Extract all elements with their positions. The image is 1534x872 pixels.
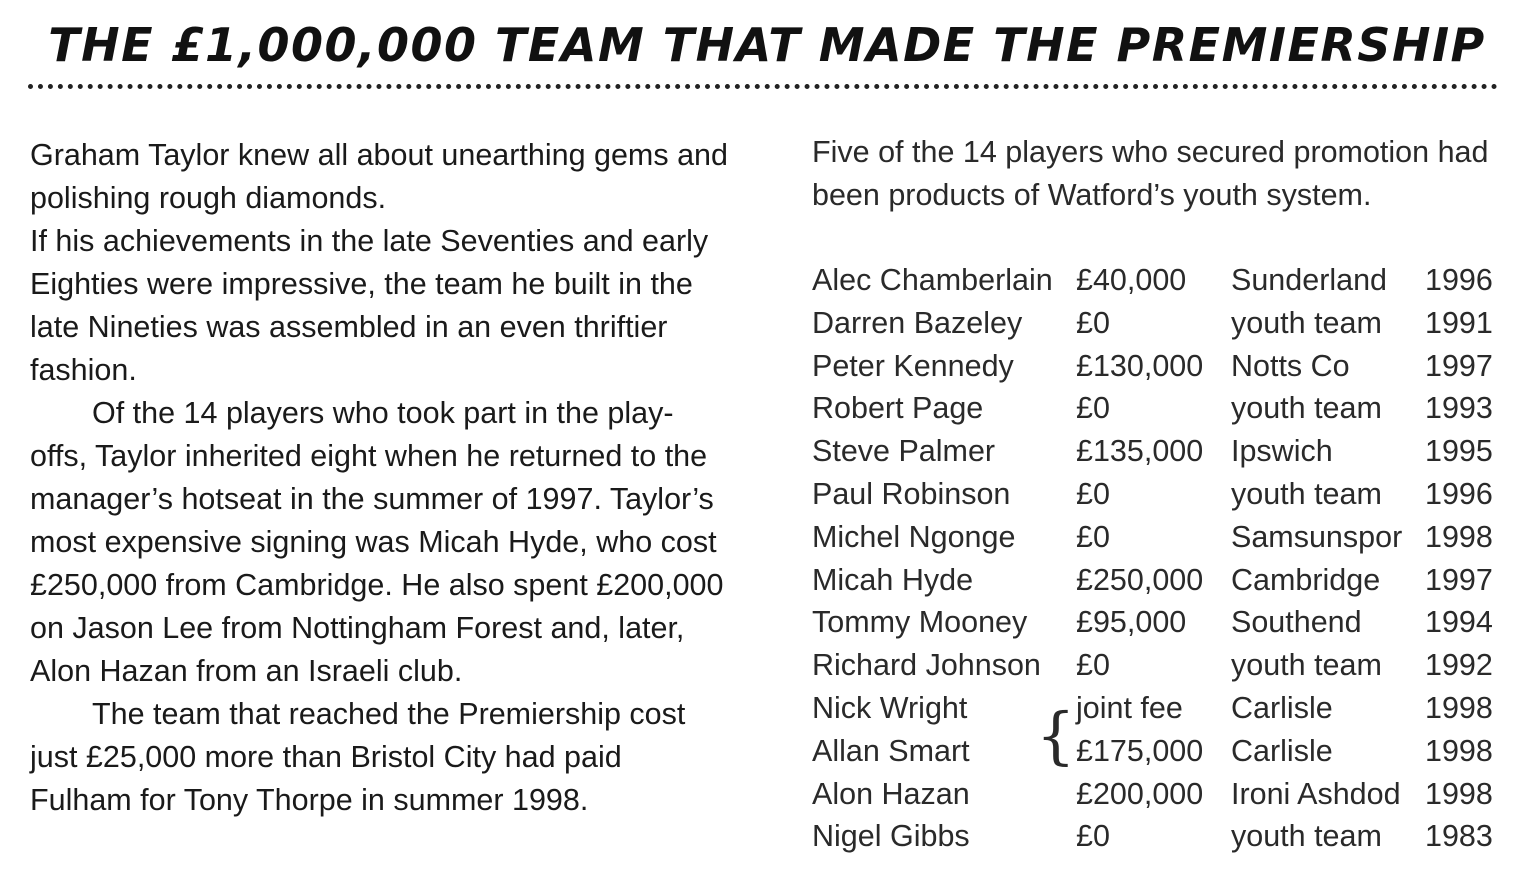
player-name: Tommy Mooney [812,605,1028,640]
article-body [30,134,730,822]
player-fee: joint fee [1076,690,1183,725]
player-row [812,559,1512,602]
player-fee: £0 [1076,519,1110,554]
player-name: Allan Smart [812,733,970,768]
player-club: Carlisle [1231,690,1333,725]
player-fee: £95,000 [1076,605,1187,640]
player-row [812,516,1512,559]
player-name: Nigel Gibbs [812,819,970,854]
player-year: 1995 [1425,434,1493,469]
player-name: Micah Hyde [812,562,974,597]
player-year: 1996 [1425,476,1493,511]
player-fee: £135,000 [1076,434,1204,469]
player-year: 1991 [1425,305,1493,340]
player-fee: £0 [1076,648,1110,683]
player-row [812,473,1512,516]
player-club: youth team [1231,819,1382,854]
player-name: Alec Chamberlain [812,263,1053,297]
article-paragraph: The team that reached the Premiership cost just £25,000 more than Bristol City had paid Fulham for Tony Thorpe in summer 1998. [30,697,686,817]
player-row [812,601,1512,644]
player-row [812,644,1512,687]
player-year: 1994 [1425,605,1493,640]
joint-fee-brace: { [1036,699,1076,772]
player-row [812,302,1512,345]
player-year: 1998 [1425,519,1493,554]
player-club: youth team [1231,648,1382,683]
player-year: 1992 [1425,648,1493,683]
player-name: Peter Kennedy [812,348,1014,383]
dotted-divider [28,84,1498,89]
player-club: Southend [1231,605,1362,640]
player-row [812,387,1512,430]
player-roster [812,259,1512,858]
player-year: 1998 [1425,690,1493,725]
player-fee: £0 [1076,305,1110,340]
player-name: Paul Robinson [812,476,1011,511]
player-year: 1997 [1425,562,1493,597]
player-year: 1993 [1425,391,1493,426]
article-paragraph: Of the 14 players who took part in the play-offs, Taylor inherited eight when he returned to the manager’s hotseat in the summer of 1997. Taylor’s most expensive signing was Micah Hyde, who cost £250,000 from Cambridge. He also spent £200,000 on Jason Lee from Nottingham Forest and, later, Alon Hazan from an Israeli club. [30,396,724,688]
player-name: Michel Ngonge [812,519,1016,554]
player-fee: £40,000 [1076,263,1187,297]
player-year: 1983 [1425,819,1493,854]
player-year: 1996 [1425,263,1493,297]
player-club: Ironi Ashdod [1231,776,1401,811]
article-paragraph: Graham Taylor knew all about unearthing gems and polishing rough diamonds. [30,138,728,215]
player-row [812,687,1512,730]
player-club: youth team [1231,305,1382,340]
player-year: 1997 [1425,348,1493,383]
player-fee: £130,000 [1076,348,1204,383]
player-club: Samsunspor [1231,519,1403,554]
player-club: Carlisle [1231,733,1333,768]
player-name: Robert Page [812,391,984,426]
player-fee: £200,000 [1076,776,1204,811]
player-name: Richard Johnson [812,648,1041,683]
player-fee: £250,000 [1076,562,1204,597]
player-club: Sunderland [1231,263,1388,297]
player-year: 1998 [1425,733,1493,768]
player-fee: £0 [1076,476,1110,511]
player-name: Alon Hazan [812,776,970,811]
player-fee: £0 [1076,391,1110,426]
player-name: Nick Wright [812,690,968,725]
player-row [812,815,1512,858]
player-row [812,773,1512,816]
player-fee: £0 [1076,819,1110,854]
player-year: 1998 [1425,776,1493,811]
player-club: youth team [1231,391,1382,426]
player-name: Steve Palmer [812,434,996,469]
player-club: Notts Co [1231,348,1350,383]
player-club: youth team [1231,476,1382,511]
player-fee: £175,000 [1076,733,1204,768]
player-row [812,345,1512,388]
player-name: Darren Bazeley [812,305,1023,340]
article-paragraph: If his achievements in the late Seventies and early Eighties were impressive, the team he built in the late Nineties was assembled in an even thriftier fashion. [30,224,709,387]
player-row [812,430,1512,473]
player-club: Cambridge [1231,562,1381,597]
headline: THE £1,000,000 TEAM THAT MADE THE PREMIERSHIP [48,18,1486,72]
player-club: Ipswich [1231,434,1333,469]
player-row [812,730,1512,773]
player-row [812,259,1512,302]
roster-intro: Five of the 14 players who secured promotion had been products of Watford’s youth system. [812,135,1489,212]
